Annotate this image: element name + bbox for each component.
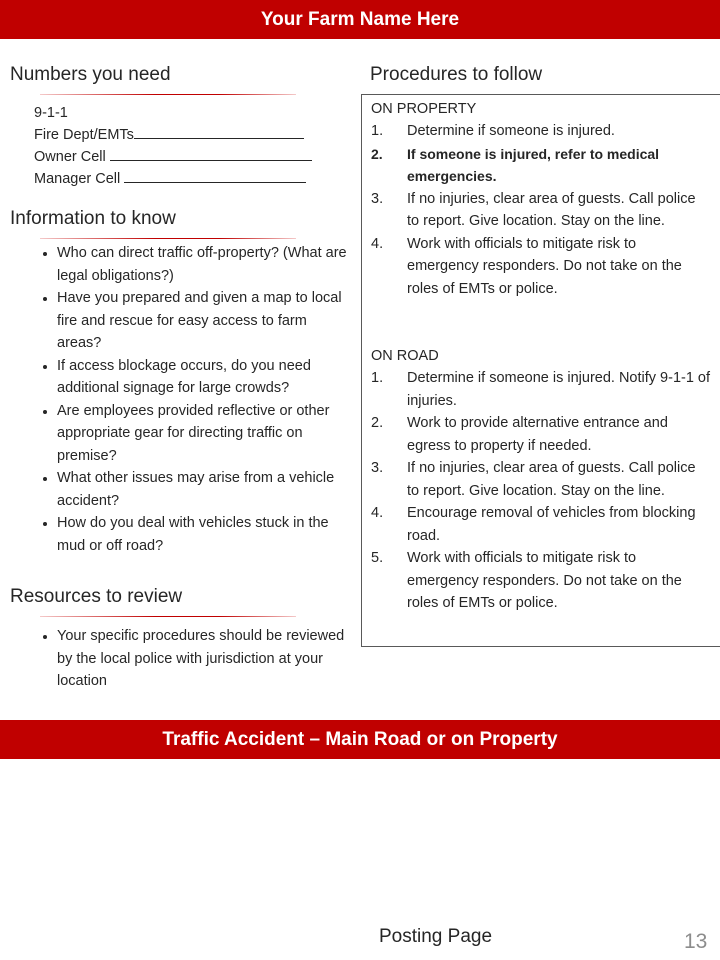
information-heading: Information to know	[10, 208, 176, 229]
list-item: • How do you deal with vehicles stuck in the mud or off road?	[57, 512, 347, 557]
number-item: Fire Dept/EMTs	[34, 124, 312, 146]
on-property-label: ON PROPERTY	[371, 101, 477, 117]
number-item: Owner Cell	[34, 146, 312, 168]
on-road-steps	[371, 367, 711, 615]
procedure-step: 1. Determine if someone is injured.	[371, 123, 615, 139]
procedure-step: 3. If no injuries, clear area of guests. Call police to report. Give location. Stay on the line.	[371, 190, 696, 229]
numbers-divider	[40, 94, 296, 95]
information-list	[34, 242, 347, 557]
procedure-step: 2. Work to provide alternative entrance and egress to property if needed.	[371, 415, 668, 454]
resources-heading: Resources to review	[10, 586, 183, 607]
number-item: Manager Cell	[34, 168, 312, 190]
page-number: 13	[684, 930, 708, 953]
procedure-step: 1. Determine if someone is injured. Notify 9-1-1 of injuries.	[371, 370, 711, 409]
list-item: • Are employees provided reflective or other appropriate gear for directing traffic on premise?	[57, 400, 347, 468]
on-property-steps	[371, 120, 711, 300]
resources-list	[34, 625, 347, 693]
list-item: • If access blockage occurs, do you need additional signage for large crowds?	[57, 355, 347, 400]
procedure-step: 5. Work with officials to mitigate risk to emergency responders. Do not take on the roles of EMTs or police.	[371, 550, 682, 611]
list-item: • Your specific procedures should be reviewed by the local police with jurisdiction at your location	[57, 625, 347, 693]
resources-divider	[40, 616, 296, 617]
fill-in-blank[interactable]	[134, 124, 304, 139]
numbers-heading: Numbers you need	[10, 64, 171, 85]
list-item: • What other issues may arise from a vehicle accident?	[57, 467, 347, 512]
farm-name-banner	[0, 0, 720, 39]
procedure-step: 2. If someone is injured, refer to medical emergencies.	[371, 145, 660, 184]
list-item: • Who can direct traffic off-property? (What are legal obligations?)	[57, 242, 347, 287]
farm-name: Your Farm Name Here	[260, 9, 460, 30]
information-divider	[40, 238, 296, 239]
footer-label: Posting Page	[379, 926, 493, 947]
procedure-step: 4. Encourage removal of vehicles from blocking road.	[371, 505, 696, 544]
fill-in-blank[interactable]	[124, 168, 306, 183]
title-banner	[0, 720, 720, 759]
procedure-step: 4. Work with officials to mitigate risk to emergency responders. Do not take on the roles of EMTs or police.	[371, 235, 682, 297]
procedures-box	[361, 94, 720, 647]
number-item: 9-1-1	[34, 105, 68, 121]
procedures-heading: Procedures to follow	[370, 64, 543, 85]
on-road-label: ON ROAD	[371, 348, 439, 364]
procedure-step: 3. If no injuries, clear area of guests. Call police to report. Give location. Stay on the line.	[371, 460, 696, 499]
numbers-list	[34, 102, 312, 190]
page-title: Traffic Accident – Main Road or on Property	[162, 729, 558, 750]
fill-in-blank[interactable]	[110, 146, 312, 161]
list-item: • Have you prepared and given a map to local fire and rescue for easy access to farm areas?	[57, 287, 347, 355]
